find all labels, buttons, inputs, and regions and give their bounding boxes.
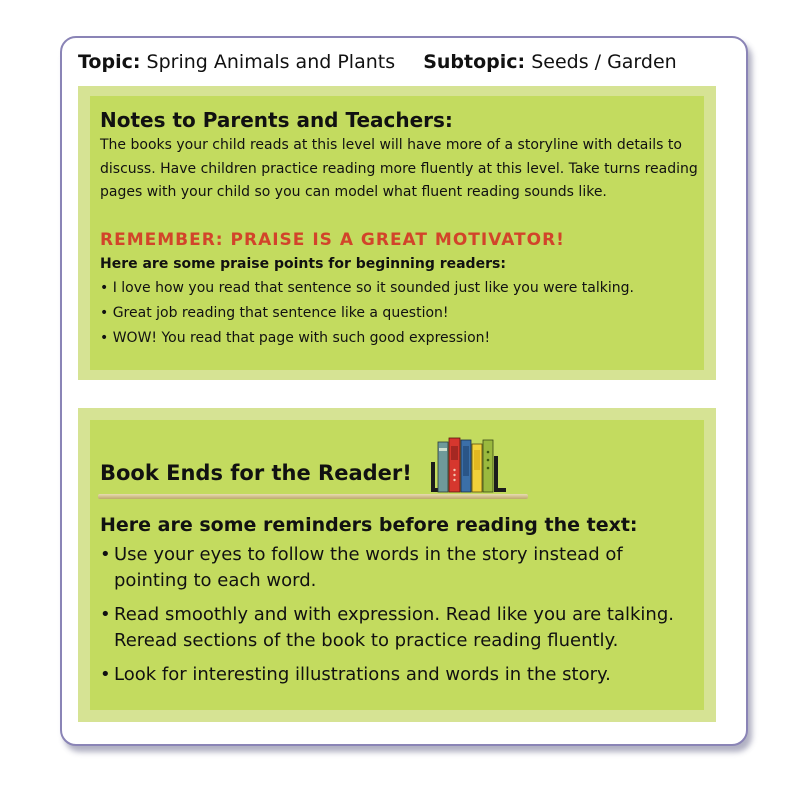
book-ends-title: Book Ends for the Reader! bbox=[100, 461, 412, 485]
praise-list bbox=[100, 276, 634, 351]
remember-heading: REMEMBER: PRAISE IS A GREAT MOTIVATOR! bbox=[100, 230, 565, 250]
subtopic-label: Subtopic: bbox=[423, 51, 526, 73]
notes-panel-inner bbox=[90, 96, 704, 370]
topic-line bbox=[78, 50, 677, 74]
notes-panel bbox=[78, 86, 716, 380]
notes-body: The books your child reads at this level will have more of a storyline with details to discuss. Have children practice reading more fluently at this level. Take turns reading pages with your child so you can model what fluent reading sounds like. bbox=[100, 137, 698, 200]
reminder-list bbox=[100, 542, 700, 696]
shelf-line bbox=[98, 494, 528, 499]
praise-intro: Here are some praise points for beginning readers: bbox=[100, 256, 506, 272]
bookshelf-icon bbox=[428, 430, 508, 494]
praise-point: • Great job reading that sentence like a question! bbox=[100, 305, 449, 321]
praise-point: • WOW! You read that page with such good expression! bbox=[100, 330, 491, 346]
subtopic-value: Seeds / Garden bbox=[531, 51, 677, 73]
book-ends-panel-inner bbox=[90, 420, 704, 710]
praise-point: • I love how you read that sentence so it sounded just like you were talking. bbox=[100, 280, 634, 296]
topic-value: Spring Animals and Plants bbox=[146, 51, 396, 73]
topic-label: Topic: bbox=[78, 51, 141, 73]
reminder-item: • Look for interesting illustrations and words in the story. bbox=[100, 662, 700, 688]
reminder-heading: Here are some reminders before reading the text: bbox=[100, 514, 638, 536]
reminder-item: • Read smoothly and with expression. Read like you are talking. Reread sections of the book to practice reading fluently. bbox=[100, 602, 700, 654]
book-ends-panel bbox=[78, 408, 716, 722]
notes-title: Notes to Parents and Teachers: bbox=[100, 108, 453, 132]
reminder-item: • Use your eyes to follow the words in the story instead of pointing to each word. bbox=[100, 542, 700, 594]
